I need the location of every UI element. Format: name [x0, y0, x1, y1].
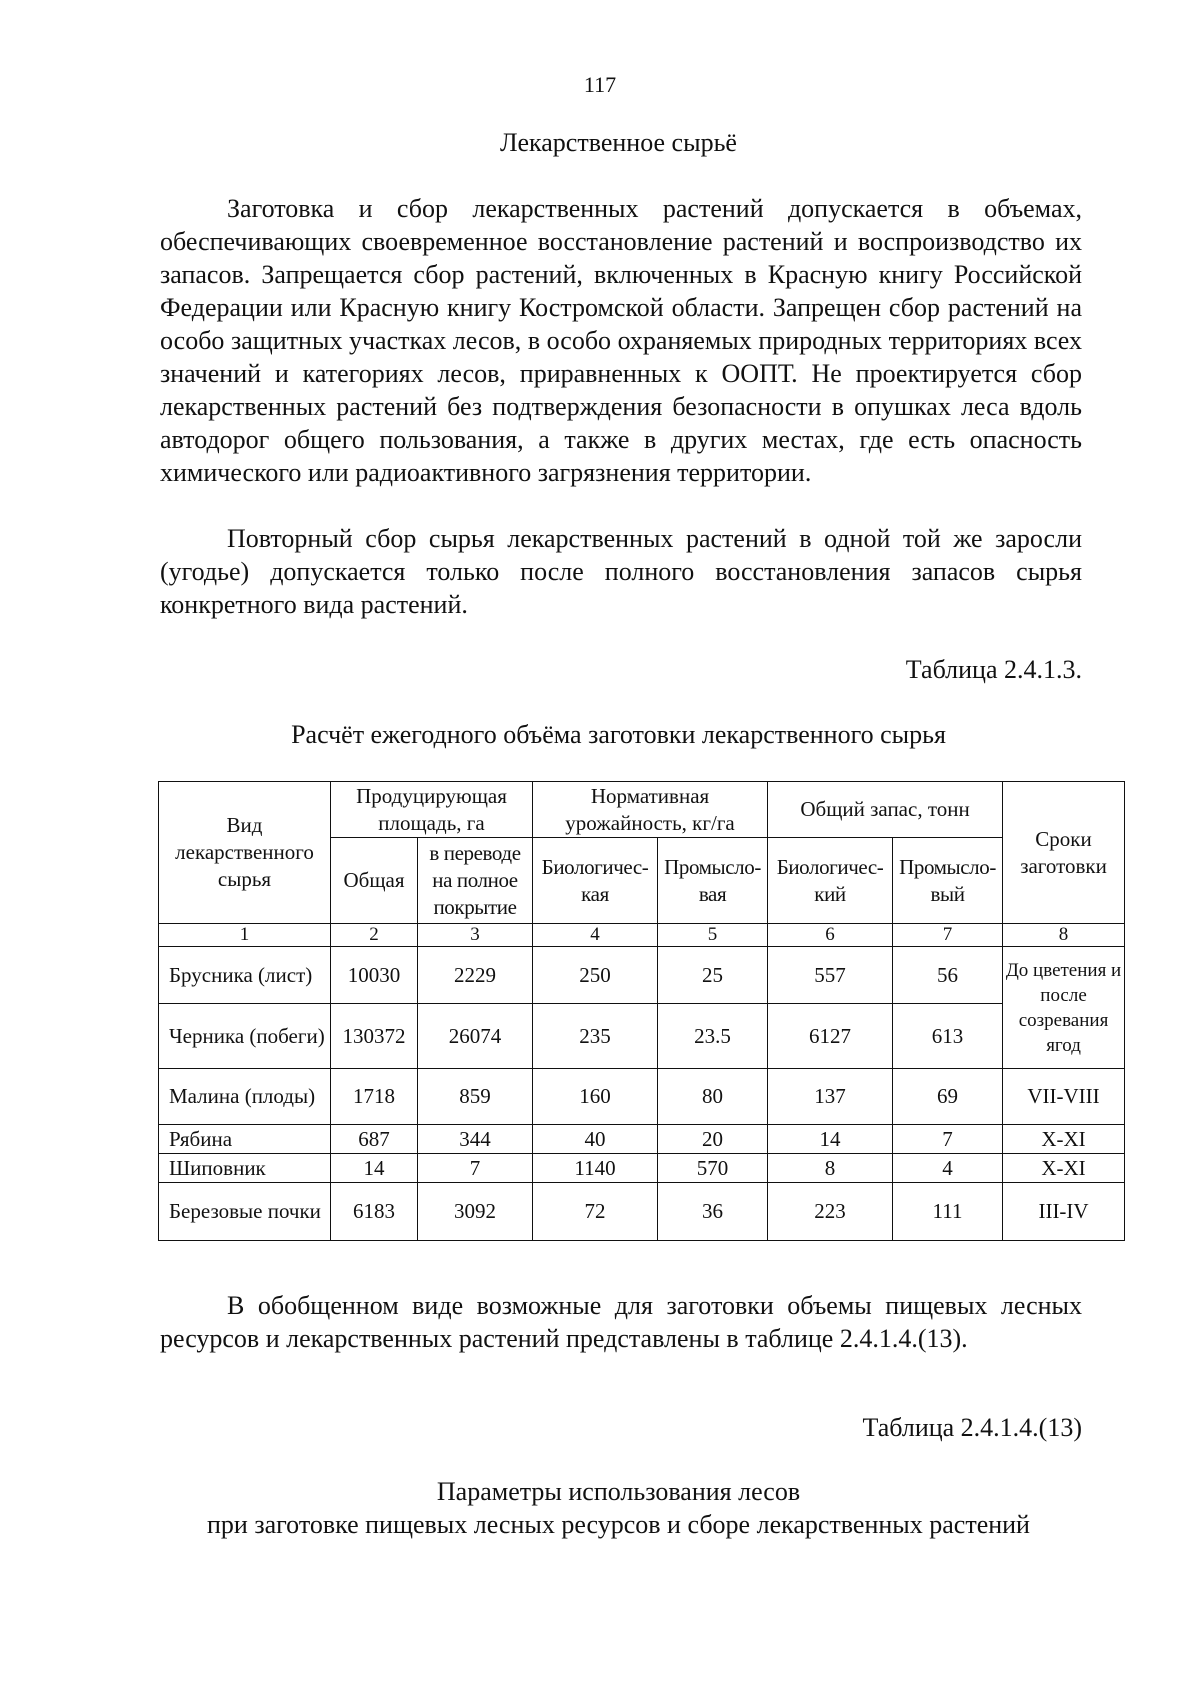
table-caption-2 — [0, 1475, 1200, 1541]
header-obshaya: Общая — [331, 838, 418, 924]
row-name: Березовые почки — [159, 1183, 331, 1241]
table-row — [159, 1183, 1125, 1241]
page-number: 117 — [583, 72, 617, 97]
cell-bio-zapas: 557 — [768, 947, 893, 1004]
cell-obshaya: 10030 — [331, 947, 418, 1004]
cell-bio-urozh: 250 — [533, 947, 658, 1004]
cell-prom-zapas: 4 — [893, 1154, 1003, 1183]
table-number-label-2: Таблица 2.4.1.4.(13) — [862, 1413, 1082, 1442]
row-name: Черника (побеги) — [159, 1004, 331, 1069]
cell-prom-urozh: 25 — [658, 947, 768, 1004]
column-number-row — [159, 924, 1125, 947]
row-name: Рябина — [159, 1125, 331, 1154]
caption-line: при заготовке пищевых лесных ресурсов и сборе лекарственных растений — [207, 1510, 1030, 1539]
cell-v-perevode: 26074 — [418, 1004, 533, 1069]
table-row — [159, 947, 1125, 1004]
cell-v-perevode: 2229 — [418, 947, 533, 1004]
column-number: 4 — [533, 924, 658, 947]
column-number: 2 — [331, 924, 418, 947]
table-row — [159, 1125, 1125, 1154]
section-title: Лекарственное сырьё — [500, 128, 737, 157]
cell-bio-zapas: 223 — [768, 1183, 893, 1241]
header-vid: Вид лекарственного сырья — [159, 782, 331, 924]
cell-bio-zapas: 8 — [768, 1154, 893, 1183]
caption-line: Параметры использования лесов — [436, 1477, 801, 1506]
header-urozhainost: Нормативная урожайность, кг/га — [533, 782, 768, 838]
column-number: 6 — [768, 924, 893, 947]
cell-prom-urozh: 80 — [658, 1069, 768, 1125]
cell-prom-urozh: 23.5 — [658, 1004, 768, 1069]
header-zapas: Общий запас, тонн — [768, 782, 1003, 838]
paragraph-repeat-collection: Повторный сбор сырья лекарственных растений в одной той же заросли (угодье) допускается только после полного восстановления запасов сырья конкретного вида растений. — [160, 524, 1082, 619]
cell-prom-urozh: 36 — [658, 1183, 768, 1241]
cell-bio-zapas: 14 — [768, 1125, 893, 1154]
cell-sroki: X-XI — [1003, 1125, 1125, 1154]
header-bio-zapas: Биологичес-кий — [768, 838, 893, 924]
cell-bio-urozh: 40 — [533, 1125, 658, 1154]
cell-bio-zapas: 137 — [768, 1069, 893, 1125]
table-row — [159, 1004, 1125, 1069]
cell-prom-urozh: 20 — [658, 1125, 768, 1154]
cell-v-perevode: 859 — [418, 1069, 533, 1125]
header-bio-urozh: Биологичес-кая — [533, 838, 658, 924]
cell-sroki: III-IV — [1003, 1183, 1125, 1241]
cell-v-perevode: 344 — [418, 1125, 533, 1154]
cell-obshaya: 6183 — [331, 1183, 418, 1241]
header-ploshad: Продуцирующая площадь, га — [331, 782, 533, 838]
table-caption: Расчёт ежегодного объёма заготовки лекарственного сырья — [291, 720, 946, 749]
column-number: 1 — [159, 924, 331, 947]
paragraph-harvest-rules: Заготовка и сбор лекарственных растений допускается в объемах, обеспечивающих своевременное восстановление растений и воспроизводство их запасов. Запрещается сбор растений, включенных в Красную книгу Российской Федерации или Красную книгу Костромской области. Запрещен сбор растений на особо защитных участках лесов, в особо охраняемых природных территориях всех значений и категориях лесов, приравненных к ООПТ. Не проектируется сбор лекарственных растений без подтверждения безопасности в опушках леса вдоль автодорог общего пользования, а также в других местах, где есть опасность химического или радиоактивного загрязнения территории. — [160, 194, 1082, 487]
row-name: Малина (плоды) — [159, 1069, 331, 1125]
table-number-label: Таблица 2.4.1.3. — [905, 655, 1082, 684]
header-prom-urozh: Промысло-вая — [658, 838, 768, 924]
cell-sroki-merged: До цветения и после созревания ягод — [1003, 947, 1125, 1069]
header-v-perevode: в переводе на полное покрытие — [418, 838, 533, 924]
cell-obshaya: 14 — [331, 1154, 418, 1183]
cell-sroki: VII-VIII — [1003, 1069, 1125, 1125]
header-sroki: Сроки заготовки — [1003, 782, 1125, 924]
cell-prom-zapas: 69 — [893, 1069, 1003, 1125]
row-name: Брусника (лист) — [159, 947, 331, 1004]
column-number: 7 — [893, 924, 1003, 947]
column-number: 5 — [658, 924, 768, 947]
column-number: 8 — [1003, 924, 1125, 947]
cell-prom-urozh: 570 — [658, 1154, 768, 1183]
header-prom-zapas: Промысло-вый — [893, 838, 1003, 924]
cell-v-perevode: 3092 — [418, 1183, 533, 1241]
cell-obshaya: 130372 — [331, 1004, 418, 1069]
table-row — [159, 1069, 1125, 1125]
cell-bio-urozh: 1140 — [533, 1154, 658, 1183]
cell-prom-zapas: 56 — [893, 947, 1003, 1004]
cell-obshaya: 687 — [331, 1125, 418, 1154]
cell-bio-urozh: 235 — [533, 1004, 658, 1069]
cell-bio-urozh: 160 — [533, 1069, 658, 1125]
cell-prom-zapas: 613 — [893, 1004, 1003, 1069]
row-name: Шиповник — [159, 1154, 331, 1183]
cell-sroki: X-XI — [1003, 1154, 1125, 1183]
medicinal-harvest-table — [158, 781, 1125, 1241]
paragraph-summary: В обобщенном виде возможные для заготовки объемы пищевых лесных ресурсов и лекарственных растений представлены в таблице 2.4.1.4.(13). — [160, 1291, 1082, 1353]
cell-v-perevode: 7 — [418, 1154, 533, 1183]
cell-bio-urozh: 72 — [533, 1183, 658, 1241]
cell-obshaya: 1718 — [331, 1069, 418, 1125]
cell-prom-zapas: 7 — [893, 1125, 1003, 1154]
table-row — [159, 1154, 1125, 1183]
cell-bio-zapas: 6127 — [768, 1004, 893, 1069]
cell-prom-zapas: 111 — [893, 1183, 1003, 1241]
column-number: 3 — [418, 924, 533, 947]
